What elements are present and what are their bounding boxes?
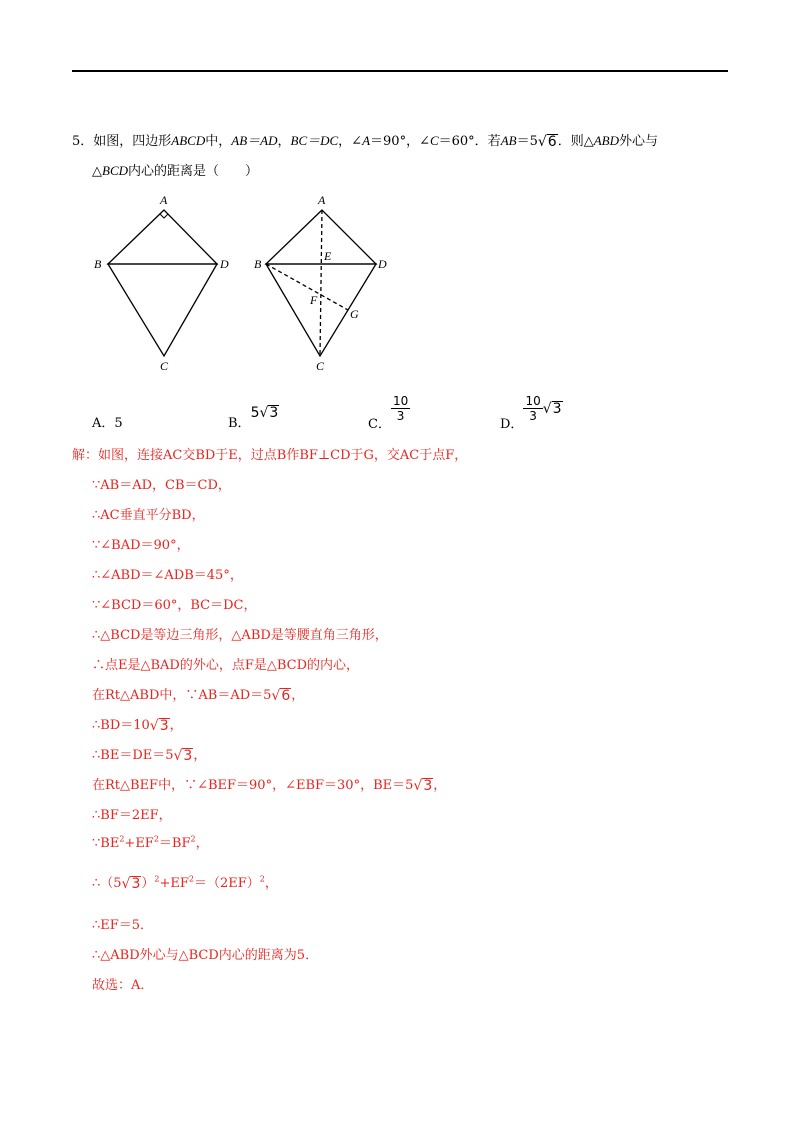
left-label-b: B (94, 257, 102, 271)
left-label-c: C (160, 359, 169, 373)
line-bg (266, 264, 348, 310)
right-label-e: E (324, 249, 332, 263)
figure-right (266, 210, 376, 356)
question-line-2: △BCD内心的距离是（ ） (92, 163, 259, 179)
option-c: C． $\frac{10}{3}$ (368, 394, 409, 432)
solution-line-13: ∴BF＝2EF， (92, 808, 172, 823)
left-label-a: A (160, 193, 168, 207)
solution-line-15: $\therefore(5√3)^2+EF^2=(2EF)^2$， (92, 874, 278, 892)
option-b: B．5√3 (228, 405, 279, 431)
solution-line-1: 解：如图，连接AC交BD于E，过点B作BF⊥CD于G，交AC于点F， (72, 448, 468, 463)
solution-line-10: ∴BD＝10√3， (92, 718, 183, 734)
solution-line-2: ∵AB＝AD，CB＝CD， (92, 478, 231, 493)
solution-line-12: 在Rt△BEF中，∵∠BEF＝90°，∠EBF＝30°，BE＝5√3， (92, 778, 447, 794)
question-line-1: 5．如图，四边形ABCD中，AB＝AD，BC＝DC，∠A＝90°，∠C＝60°．若AB＝5√6．则△ABD外心与 (72, 133, 658, 150)
triangle-abd (108, 210, 217, 264)
right-label-f: F (310, 293, 318, 307)
solution-line-6: ∵∠BCD＝60°，BC＝DC， (92, 598, 257, 613)
solution-line-5: ∴∠ABD＝∠ADB＝45°， (92, 568, 243, 583)
option-a: A．5 (92, 416, 123, 431)
geometry-figures (80, 188, 410, 378)
solution-line-7: ∴△BCD是等边三角形，△ABD是等腰直角三角形， (92, 628, 388, 643)
solution-line-4: ∵∠BAD＝90°， (92, 538, 190, 553)
option-d: D． $\frac{10}{3}$ √3 (500, 394, 562, 432)
right-label-g: G (350, 307, 359, 321)
solution-line-8: ∴点E是△BAD的外心，点F是△BCD的内心， (92, 658, 360, 673)
solution-line-17: ∴△ABD外心与△BCD内心的距离为5． (92, 948, 319, 963)
right-label-b: B (254, 257, 262, 271)
solution-line-14: $\because BE^2+EF^2=BF^2$， (92, 834, 209, 851)
solution-line-3: ∴AC垂直平分BD， (92, 508, 205, 523)
left-label-d: D (220, 257, 229, 271)
figure-left (108, 210, 217, 356)
solution-line-18: 故选：A． (92, 978, 154, 993)
right-label-a: A (318, 193, 326, 207)
line-ac (320, 210, 322, 356)
header-rule (72, 70, 728, 72)
right-label-c: C (316, 359, 325, 373)
solution-line-9: 在Rt△ABD中，∵AB＝AD＝5√6， (92, 688, 305, 704)
solution-line-16: ∴EF＝5． (92, 918, 154, 933)
right-label-d: D (378, 257, 387, 271)
right-angle-mark (160, 214, 168, 218)
triangle-bcd (108, 264, 217, 356)
solution-line-11: ∴BE＝DE＝5√3， (92, 748, 207, 764)
